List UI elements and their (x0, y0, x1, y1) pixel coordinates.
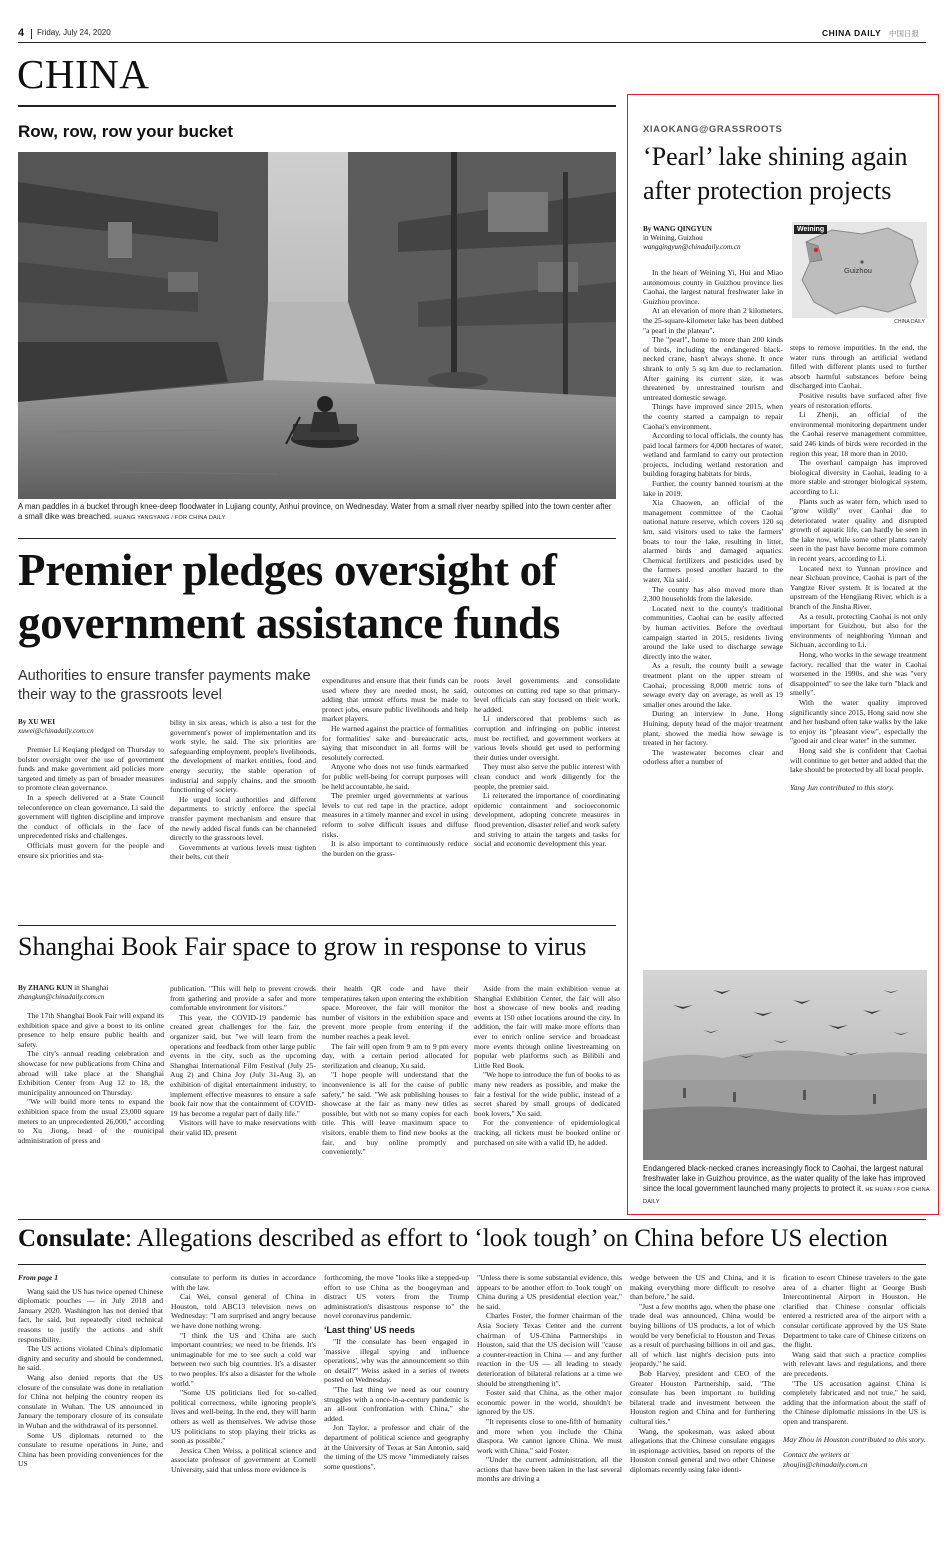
premier-c4-p4: Li reiterated the importance of coordinating epidemic containment and socioeconomic development, adopting concrete measures in flood prevention, disaster relief and work safety and striving to attain the targets and tasks for social and economic development this year. (474, 791, 620, 849)
bookfair-c3-p1: their health QR code and have their temperatures taken upon entering the exhibition space. Moreover, the fair will monitor the number of visitors in the exhibition space and prevent more people from entering if the number reaches a peak level. (322, 984, 468, 1041)
xiaokang-byline: By WANG QINGYUN (643, 225, 712, 233)
cons-c4-p3: Foster said that China, as the other major economic power in the world, shouldn't be ignored by the US. (477, 1388, 622, 1417)
bookfair-headline: Shanghai Book Fair space to grow in response to virus (18, 932, 587, 961)
bookfair-col-4 (474, 984, 620, 1212)
xk-c2-p10: Hong said she is confident that Caohai will continue to get better and added that the lake should be protected by all local people. (790, 745, 927, 775)
xk-c2-p4: The overhaul campaign has improved biological diversity in Caohai, leading to a more stable and stronger biological system, according to Li. (790, 458, 927, 496)
premier-c2-p3: Governments at various levels must tighten their belts, cut their (170, 842, 316, 862)
consulate-contact: Contact the writers at (783, 1450, 850, 1460)
xk-c1-p5: According to local officials, the county has paid local farmers for 4,000 hectares of water, wetland and farmland to carry out protection projects, including wetland restoration and building foraging habitats for birds. (643, 431, 783, 479)
header-divider (31, 29, 32, 39)
consulate-col-3 (324, 1273, 469, 1563)
guizhou-map (792, 222, 927, 327)
cons-c6-p2: Wang said that such a practice complies with relevant laws and regulations, and there are precedents. (783, 1349, 926, 1378)
photo-story-title: Row, row, row your bucket (18, 122, 234, 141)
bookfair-col-2 (170, 984, 316, 1212)
bookfair-c1-p3: "We will build more tents to expand the exhibition space from the usual 23,000 square meters to an unprecedented 26,000," according to Xu Jiong, head of the municipal administration of press and (18, 1097, 164, 1145)
xk-c2-p3: Li Zhenji, an official of the environmental monitoring department under the Caohai reserve management committee, said 246 kinds of birds were recorded in the region this year, 18 more than in 2010. (790, 410, 927, 458)
flood-photo (18, 152, 616, 499)
xk-c2-p7: As a result, protecting Caohai is not only important for Guizhou, but also for the environments of neighboring Yunnan and Sichuan, according to Li. (790, 611, 927, 650)
consulate-col-5 (630, 1273, 775, 1563)
cons-c5-p4: Wang, the spokesman, was asked about allegations that the Chinese consulate engages in espionage activities, based on reports of the Houston consul general and two other Chinese diplomats recently using fake identi- (630, 1426, 775, 1474)
premier-c1-p3: Officials must govern for the people and ensure six priorities and sta- (18, 840, 164, 860)
premier-c1-p1: Premier Li Keqiang pledged on Thursday to bolster oversight over the use of government funds and make government aid policies more targeted and timely as part of broader measures to promote clean governance. (18, 745, 164, 793)
xk-c2-p1: steps to remove impurities. In the end, the water runs through an artificial wetland filled with different plants used to further absorb harmful substances before being discharged into Caohai. (790, 343, 927, 391)
bookfair-c4-p2: "We hope to introduce the fun of books to as many new readers as possible, and make the fair a festival for the wide public, instead of a secret shared by small groups of dedicated book lovers," Xu said. (474, 1070, 620, 1118)
xk-c2-p5: Plants such as water fern, which used to "grow wildly" over Caohai due to deteriorated water quality and disrupted growth of aquatic life, can hardly be seen in the lake now, while some other plants rarely seen in the past have become more common in recent years, according to Li. (790, 496, 927, 564)
cons-c2-p1: consulate to perform its duties in accordance with the law. (171, 1273, 316, 1292)
bookfair-c1-p2: The city's annual reading celebration and showcase for new publications from China and abroad will take place at the Shanghai Exhibition Center from Aug 12 to 18, the municipality announced on Thursday. (18, 1049, 164, 1097)
map-credit: CHINA DAILY (894, 319, 925, 325)
bookfair-c4-p3: For the convenience of epidemiological tracking, all tickets must be booked online or purchased on site with a valid ID, he added. (474, 1118, 620, 1147)
consulate-sub-rule (18, 1264, 926, 1265)
xk-c1-p6: Further, the county banned tourism at the lake in 2019. (643, 479, 783, 498)
consulate-headline-rest: : Allegations described as effort to ‘look tough’ on China before US election (124, 1225, 888, 1252)
consulate-contrib: May Zhou in Houston contributed to this story. (783, 1434, 926, 1444)
xiaokang-headline: ‘Pearl’ lake shining again after protection projects (643, 142, 908, 205)
consulate-headline-bold: Consulate (18, 1225, 125, 1252)
premier-email: xuwei@chinadaily.com.cn (18, 727, 94, 735)
premier-c3-p1: expenditures and ensure that their funds can be used where they are needed most, he said, adding that utmost efforts must be made to protect jobs, ensure public livelihoods and help market players. (322, 676, 468, 724)
crane-caption-credit: HE HUAN / FOR CHINA DAILY (643, 1187, 930, 1205)
consulate-subhead: ‘Last thing’ US needs (324, 1324, 416, 1335)
xiaokang-kicker: XIAOKANG@GRASSROOTS (643, 124, 783, 135)
masthead-chinese: 中国日报 (889, 29, 919, 38)
bookfair-col-1 (18, 984, 164, 1212)
xk-c2-p2: Positive results have surfaced after five years of restoration efforts. (790, 390, 927, 410)
xk-c1-p12: The wastewater becomes clear and odorless after a number of (643, 747, 783, 767)
premier-c3-p5: It is also important to continuously reduce the burden on the grass- (322, 839, 468, 858)
xk-c1-p3: The "pearl", home to more than 200 kinds of birds, including the endangered black-necked crane, hasn't always shone. It once shrank to only 5 sq km due to reclamation. After gaining its current size, it was threatened by unrestrained tourism and untreated domestic sewage. (643, 335, 783, 402)
consulate-top-rule (18, 1219, 926, 1220)
premier-c4-p1: roots level governments and consolidate outcomes on cutting red tape so that primary-level officials can stay focused on their work, he added. (474, 676, 620, 714)
cons-c2-p4: "Some US politicians lied for so-called political correctness, while ignoring people's lives and well-being. In the end, they will harm others as well as themselves. We advise those US politicians to stop playing their tricks as soon as possible." (171, 1388, 316, 1446)
cons-c3-p4: Jon Taylor, a professor and chair of the department of political science and geography at the University of Texas at San Antonio, said the timing of the US move "immediately raises some questions". (324, 1423, 469, 1471)
xiaokang-location: in Weining, Guizhou (643, 234, 703, 242)
bookfair-location: in Shanghai (74, 984, 109, 992)
xk-c1-p10: As a result, the county built a sewage treatment plant on the upper stream of Caohai, processing 8,000 metric tons of sewage every day on average, as well as 19 smaller ones around the lake. (643, 661, 783, 709)
map-label-weining: Weining (794, 225, 827, 234)
cons-c1-p3: Wang also denied reports that the US closure of the consulate was done in retaliation for China not helping the country reopen its consulate in Wuhan. The US announced in January the temporary closure of its consulate in Wuhan and the withdrawal of its personnel. (18, 1372, 163, 1430)
bookfair-col-3 (322, 984, 468, 1212)
cons-c1-p2: The US actions violated China's diplomatic dignity and security and should be condemned, he said. (18, 1344, 163, 1373)
xk-c1-p11: During an interview in June, Hong Huining, deputy head of the major treatment plant, showed the media how sewage is treated in her factory. (643, 709, 783, 748)
crane-photo (643, 970, 927, 1160)
premier-c1-p2: In a speech delivered at a State Council teleconference on clean governance, Li said the government will tighten discipline and improve the conduct of officials in the face of unprecedented risks and challenges. (18, 792, 164, 841)
bookfair-c2-p2: This year, the COVID-19 pandemic has created great challenges for the fair, the organizer said, but "we will learn from the operations and feedback from other large public events in the city, such as the upcoming Shanghai International Film Festival (July 25-Aug 2) and China Joy (July 31-Aug 3), an exhibition of digital entertainment industry, to implement effective measures to ensure a safe book fair now that the containment of COVID-19 has become a regular part of daily life." (170, 1012, 316, 1118)
flood-photo-caption (18, 502, 616, 523)
xiaokang-email: wangqingyun@chinadaily.com.cn (643, 243, 741, 251)
bookfair-c3-p3: "I hope people will understand that the inconvenience is all for the cause of public safety," he said. "We ask publishing houses to showcase at the fair as many new titles as possible, but with not so many copies for each title. This will leave maximum space to visitors, enable them to find new books at the fair, and buy online promptly and conveniently." (322, 1070, 468, 1157)
caption-text: A man paddles in a bucket through knee-deep floodwater in Lujiang county, Anhui province, on Wednesday. Water from a small river nearby spilled into the town center after a small dike was breached. (18, 502, 612, 521)
cons-c3-p1: forthcoming, the move "looks like a stepped-up effort to use China as the boogeyman and distract US voters from the Trump administration's disastrous response to" the novel coronavirus pandemic. (324, 1273, 469, 1321)
section-title: CHINA (17, 51, 150, 97)
bookfair-c2-p1: publication. "This will help to prevent crowds from gathering and provide a safer and more comfortable environment for visitors." (170, 984, 316, 1013)
bookfair-c1-p1: The 17th Shanghai Book Fair will expand its exhibition space and give a boost to its online presence to help ensure public health and safety. (18, 1011, 164, 1049)
header-date: Friday, July 24, 2020 (37, 28, 111, 37)
consulate-col-4 (477, 1273, 622, 1563)
cons-c2-p3: "I think the US and China are such important countries; we need to be friends. It's unimaginable for me to see such a cold war between two such big countries. It's a disaster to two peoples. It's also a disaster for the whole world." (171, 1330, 316, 1388)
premier-deck: Authorities to ensure transfer payments make their way to the grassroots level (18, 668, 311, 703)
xk-c1-p4: Things have improved since 2015, when the county started a campaign to repair Caohai's environment. (643, 402, 783, 431)
consulate-from-page: From page 1 (18, 1273, 59, 1282)
consulate-headline (18, 1223, 930, 1255)
xk-c2-p8: Hong, who works in the sewage treatment factory, recalled that the water in Caohai worsened in the 1990s, and she was "very disappointed" to see the lake turn "black and smelly". (790, 650, 927, 698)
cons-c4-p2: Charles Foster, the former chairman of the Asia Society Texas Center and the current chairman of US-China Partnerships in Houston, said that the US decision will "cause a counter-reaction in China — and any further reaction in the US — all leading to steady deterioration of bilateral relations at a time we should be strengthening it". (477, 1311, 622, 1388)
premier-c3-p3: Anyone who does not use funds earmarked for public well-being for corrupt purposes will be held accountable, he said. (322, 762, 468, 791)
xk-c1-p1: In the heart of Weining Yi, Hui and Miao autonomous county in Guizhou province lies Caohai, the largest natural freshwater lake in Guizhou province. (643, 268, 783, 306)
premier-c4-p2: Li underscored that problems such as corruption and infringing on public interest must be rectified, and government workers at various levels should get used to performing their duties under oversight. (474, 714, 620, 762)
premier-col-4 (474, 676, 620, 918)
premier-c2-p1: bility in six areas, which is also a test for the government's power of implementation and its work style, he said. The six priorities are safeguarding employment, people's livelihoods, the development of market entities, food and energy security, the stable operation of industrial and supply chains, and the smooth functioning of society. (170, 718, 316, 795)
bookfair-byline: By ZHANG KUN (18, 984, 73, 992)
cons-c1-p1: Wang said the US has twice opened Chinese diplomatic pouches — in July 2018 and January 2020. Washington has not denied that fact, he said, but repeatedly cited technical reasons to justify the actions and shift responsibility. (18, 1286, 163, 1344)
bookfair-c3-p2: The fair will open from 9 am to 9 pm every day, with a certain period allocated for sterilization and cleanup, Xu said. (322, 1041, 468, 1070)
cons-c1-p4: Some US diplomats returned to the consulate to resume operations in June, and China has been providing conveniences for the US (18, 1430, 163, 1469)
cons-c5-p3: Bob Harvey, president and CEO of the Greater Houston Partnership, said, "The consulate has been important to building bilateral trade and investment between the Houston region and China and for furthering cultural ties." (630, 1368, 775, 1426)
premier-headline: Premier pledges oversight of government assistance funds (18, 545, 560, 648)
cons-c3-p2: "If the consulate has been engaged in 'massive illegal spying and influence operations', why was the announcement so thin on detail?" Weiss asked in a series of tweets posted on Wednesday. (324, 1336, 469, 1385)
xiaokang-col-1 (643, 268, 783, 964)
bookfair-c2-p3: Visitors will have to make reservations with their valid ID, present (170, 1118, 316, 1137)
bookfair-c4-p1: Aside from the main exhibition venue at Shanghai Exhibition Center, the fair will also host a showcase of new books and reading events at 150 other locations around the city. In addition, the fair will make more efforts than ever to enrich online service and broadcast more events through online livestreaming on popular web platforms such as Bilibili and Little Red Book. (474, 984, 620, 1070)
bookfair-email: zhangkun@chinadaily.com.cn (18, 993, 105, 1001)
xk-c1-p7: Xia Chaowen, an official of the management committee of the Caohai national nature reserve, which covers 120 sq km, said visitors used to take the farmers' boats to tour the lake, resulting in litter, alarmed birds and damaged aquatics. Chemical fertilizers and pesticides used by the farmers posed another hazard to the water, Xia said. (643, 498, 783, 584)
xk-c1-p8: The county has also moved more than 2,300 households from the lakeside. (643, 584, 783, 604)
premier-c4-p3: They must also serve the public interest with clean conduct and work diligently for the people, the premier said. (474, 762, 620, 791)
cons-c5-p1: wedge between the US and China, and it is making everything more difficult to resolve than before," he said. (630, 1273, 775, 1302)
xiaokang-byline-block (643, 225, 788, 252)
premier-c3-p2: He warned against the practice of formalities for formalities' sake and bureaucratic acts, saying that misconduct in all forms will be resolutely corrected. (322, 723, 468, 762)
cons-c3-p3: "The last thing we need as our country struggles with a once-in-a-century pandemic is an all-out confrontation with China," she added. (324, 1384, 469, 1423)
xk-c2-p9: With the water quality improved significantly since 2015, Hong said now she and her husband often take walks by the lake to enjoy its "pleasant view", especially the "good air and clear water" in the summer. (790, 697, 927, 746)
masthead: CHINA DAILY (822, 28, 882, 38)
crane-caption-text: Endangered black-necked cranes increasingly flock to Caohai, the largest natural freshwater lake in Guizhou province, as the water quality of the lake has improved since the local government launched many projects to protect it. (643, 1164, 926, 1194)
cons-c5-p2: "Just a few months ago, when the phase one trade deal was announced, China would be buying billions of US products, a lot of which would be very beneficial to Houston and Texas as a result of purchasing billions in oil and gas, all of which last night's decision puts into jeopardy," he said. (630, 1301, 775, 1369)
consulate-col-1 (18, 1273, 163, 1563)
xk-c2-p6: Located next to Yunnan province and near Sichuan province, Caohai is part of the Yangtze River system. It is located at the upstream of the Hengjiang River, which is a branch of the Jinsha River. (790, 563, 927, 612)
premier-col-3 (322, 676, 468, 918)
caption-credit: HUANG YANGYANG / FOR CHINA DAILY (114, 515, 226, 521)
xiaokang-col-2 (790, 343, 927, 964)
cons-c6-p3: "The US accusation against China is completely fabricated and not true," he said, adding that the information about the staff of the Chinese diplomatic missions in the US is open and transparent. (783, 1378, 926, 1426)
page-number: 4 (18, 27, 25, 39)
premier-col-2 (170, 718, 316, 918)
section-rule (18, 105, 616, 107)
consulate-col-6 (783, 1273, 926, 1563)
bookfair-top-rule (18, 925, 616, 926)
premier-c2-p2: He urged local authorities and different departments to strictly enforce the special transfer payment mechanism and ensure that the newly added fiscal funds can be channeled directly to the grassroots level. (170, 794, 316, 843)
crane-photo-caption (643, 1164, 933, 1207)
consulate-col-2 (171, 1273, 316, 1563)
cons-c4-p5: "Under the current administration, all the actions that have been taken in the last several months are driving a (477, 1455, 622, 1484)
map-label-guizhou: Guizhou (844, 266, 872, 275)
cons-c4-p1: "Unless there is some substantial evidence, this appears to be another effort to 'look tough' on China during a US presidential election year," he said. (477, 1273, 622, 1311)
xk-c1-p2: At an elevation of more than 2 kilometers, the 25-square-kilometer lake has been dubbed "a pearl in the plateau". (643, 306, 783, 335)
xk-c1-p9: Located next to the county's traditional communities, Caohai can be easily affected by human activities. Before the overhaul campaign started in 2015, residents living around the lake used to discharge sewage directly into the water. (643, 603, 783, 661)
cons-c6-p1: fication to escort Chinese travelers to the gate area of a charter flight at George Bush Intercontinental Airport in Houston. He clarified that Chinese consular officials entered a restricted area of the airport with a consular certificate approved by the US State Department to take care of Chinese citizens on the flight. (783, 1273, 926, 1350)
premier-byline: By XU WEI (18, 718, 56, 726)
premier-top-rule (18, 538, 616, 539)
premier-col-1 (18, 718, 164, 918)
cons-c2-p5: Jessica Chen Weiss, a political science and associate professor of government at Cornell University, said that unless more evidence is (171, 1445, 316, 1474)
header-rule (18, 42, 926, 43)
xk-credit-line: Yang Jun contributed to this story. (790, 782, 894, 792)
consulate-contact-email: zhoujin@chinadaily.com.cn (783, 1459, 868, 1469)
cons-c4-p4: "It represents close to one-fifth of humanity and more when you include the China diaspora. We cannot ignore China. We must work with China," said Foster. (477, 1416, 622, 1455)
premier-c3-p4: The premier urged governments at various levels to cut red tape in the practice, adopt measures in a timely manner and excel in using reform to solve difficult issues and diffuse risks. (322, 791, 468, 839)
cons-c2-p2: Cai Wei, consul general of China in Houston, told ABC13 television news on Wednesday: "I am surprised and angry because we have done nothing wrong. (171, 1292, 316, 1330)
